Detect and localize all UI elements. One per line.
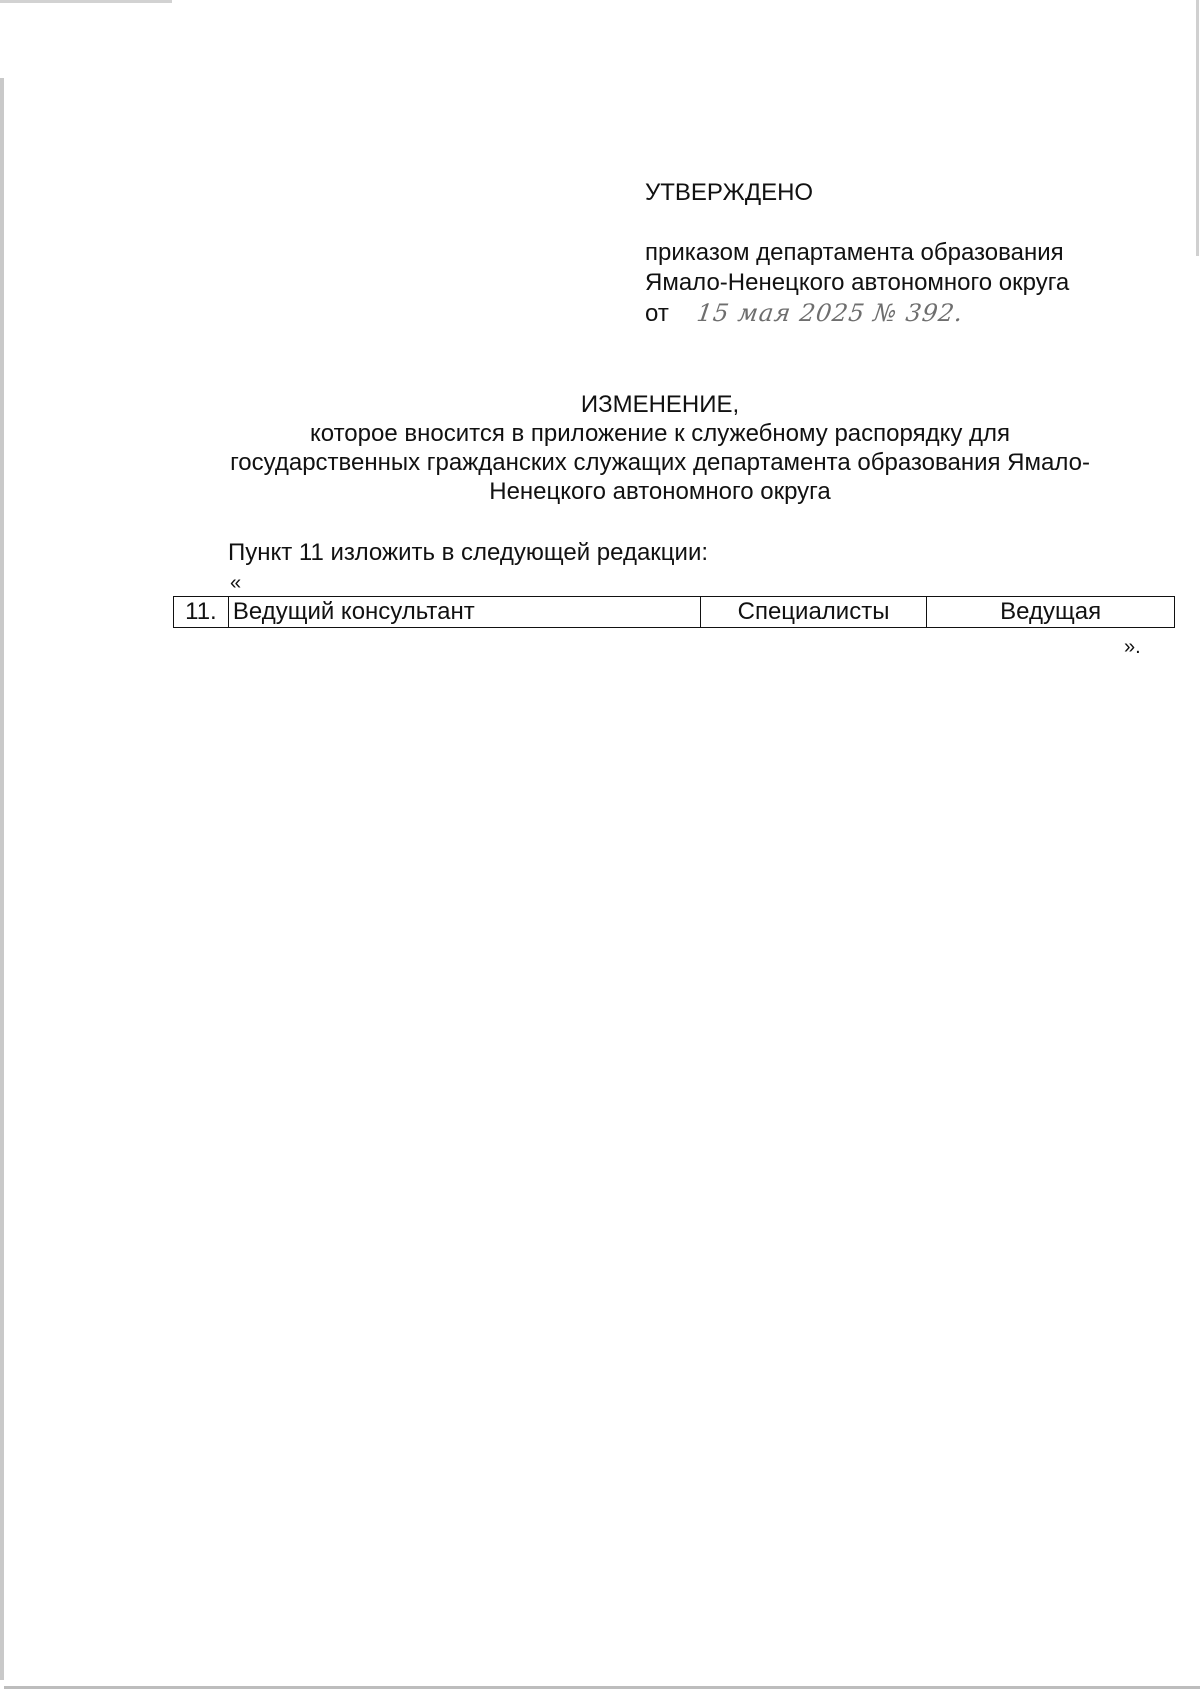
closing-quote: ». [1124,636,1141,658]
scan-edge-bottom [4,1686,1200,1689]
heading-title: ИЗМЕНЕНИЕ, [580,391,740,418]
scan-edge-right [1196,0,1199,256]
scan-edge-left [0,78,4,1680]
instruction-text: Пункт 11 изложить в следующей редакции: [228,539,709,566]
approval-date-line [645,298,1165,329]
position-title: Ведущий консультант [228,597,700,628]
approval-title: УТВЕРЖДЕНО [645,179,814,206]
approval-line-1: приказом департамента образования [645,239,1064,266]
document-heading [160,390,1160,506]
approval-line-2: Ямало-Ненецкого автономного округа [645,269,1070,296]
position-category: Ведущая [927,597,1175,628]
approval-block [645,178,1165,329]
heading-line-2: государственных гражданских служащих департамента образования Ямало- [230,449,1090,476]
positions-table [173,596,1175,628]
table-row [174,597,1175,628]
opening-quote: « [230,572,242,594]
heading-line-1: которое вносится в приложение к служебному распорядку для [309,420,1011,447]
heading-line-3: Ненецкого автономного округа [489,478,831,505]
position-group: Специалисты [700,597,926,628]
row-number: 11. [174,597,229,628]
scan-edge-top [0,0,172,3]
handwritten-date: 15 мая 2025 № 392. [695,299,966,327]
approval-from-label: от [645,300,669,327]
